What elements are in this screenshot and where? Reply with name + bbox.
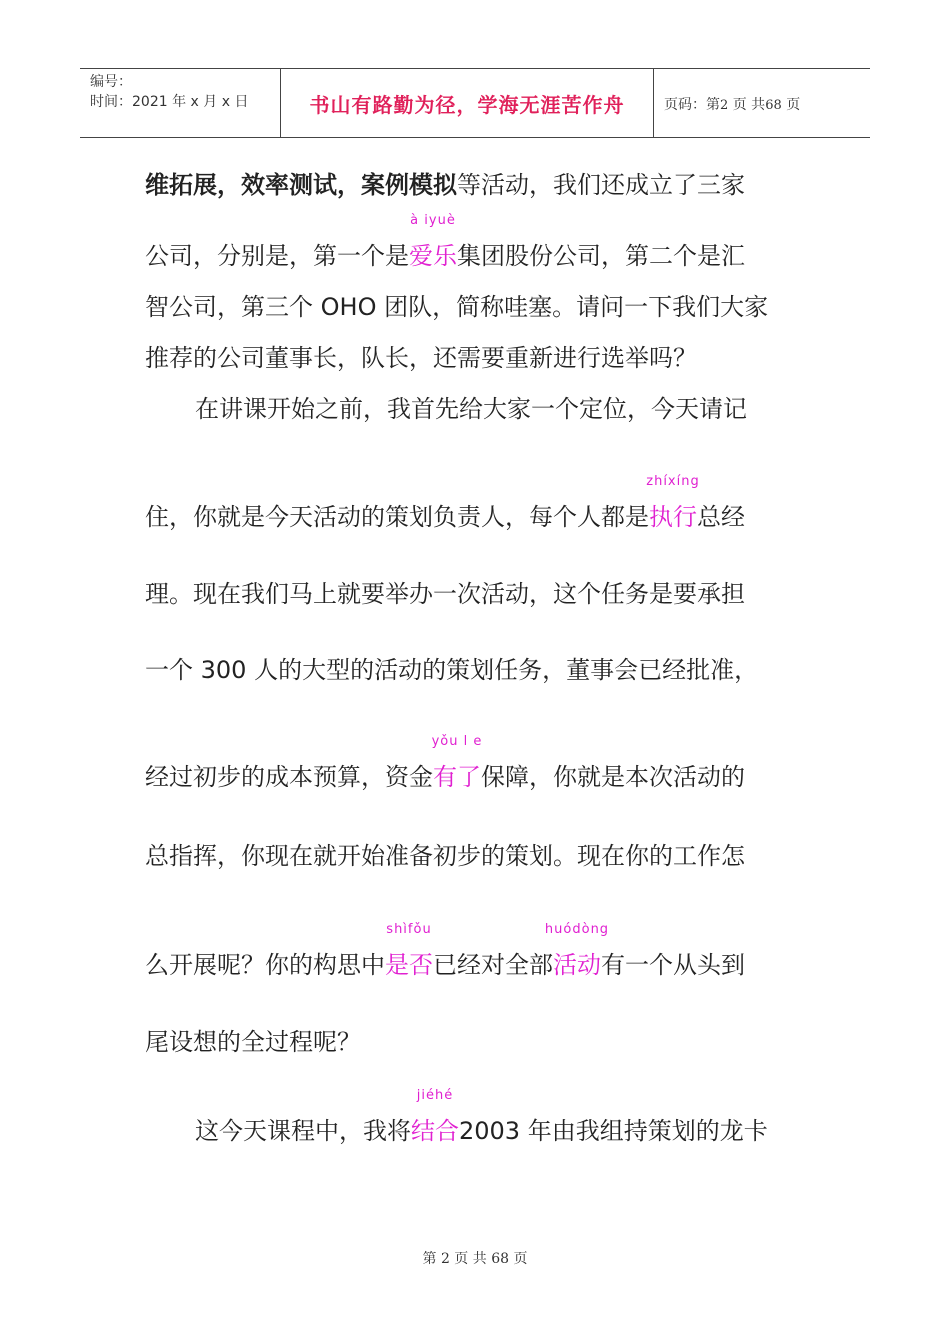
body-text: 经过初步的成本预算，资金 xyxy=(145,763,433,791)
body-line-8: 一个 300 人的大型的活动的策划任务，董事会已经批准， xyxy=(145,656,759,684)
page-prefix: 页码：第 xyxy=(664,97,720,113)
header-info-cell xyxy=(80,69,281,137)
highlighted-word xyxy=(544,922,610,980)
pinyin-annotation: shìfǒu xyxy=(386,922,432,937)
header-page-cell xyxy=(654,69,870,137)
page-suffix: 页 xyxy=(786,97,801,113)
highlighted-word xyxy=(411,1088,459,1146)
date-label: 时间：2021 年 x 月 x 日 xyxy=(90,94,249,110)
highlighted-word xyxy=(431,734,483,792)
body-text: 等活动，我们还成立了三家 xyxy=(457,171,745,199)
pinyin-annotation: jiéhé xyxy=(416,1088,454,1103)
body-text: 保障，你就是本次活动的 xyxy=(481,763,745,791)
highlight-text: 活动 xyxy=(553,951,601,979)
body-line-13 xyxy=(195,1088,768,1146)
body-text: 总经 xyxy=(697,503,745,531)
body-text: 2003 年由我组持策划的龙卡 xyxy=(459,1117,768,1145)
pinyin-annotation: huódòng xyxy=(544,922,610,937)
body-line-12: 尾设想的全过程呢？ xyxy=(145,1028,361,1056)
highlight-text: 结合 xyxy=(411,1117,459,1145)
body-line-9 xyxy=(145,734,745,792)
highlight-text: 有了 xyxy=(433,763,481,791)
body-text: 集团股份公司，第二个是汇 xyxy=(457,242,745,270)
page-total: 68 xyxy=(765,98,782,113)
pinyin-annotation: zhíxíng xyxy=(646,474,700,489)
highlight-text: 是否 xyxy=(385,951,433,979)
body-line-3: 智公司，第三个 OHO 团队，简称哇塞。请问一下我们大家 xyxy=(145,293,769,321)
body-text: 已经对全部 xyxy=(433,951,553,979)
highlighted-word xyxy=(385,922,433,980)
serial-label: 编号： xyxy=(90,74,132,90)
highlight-text: 爱乐 xyxy=(409,242,457,270)
body-line-11 xyxy=(145,922,745,980)
body-text: 这今天课程中，我将 xyxy=(195,1117,411,1145)
body-line-10: 总指挥，你现在就开始准备初步的策划。现在你的工作怎 xyxy=(145,842,745,870)
body-line-7: 理。现在我们马上就要举办一次活动，这个任务是要承担 xyxy=(145,580,745,608)
body-text: 有一个从头到 xyxy=(601,951,745,979)
highlighted-word xyxy=(409,213,457,271)
body-line-1 xyxy=(145,170,745,200)
body-line-4: 推荐的公司董事长，队长，还需要重新进行选举吗？ xyxy=(145,344,697,372)
body-text: 么开展呢？你的构思中 xyxy=(145,951,385,979)
page-indicator xyxy=(664,94,800,114)
body-text: 公司，分别是，第一个是 xyxy=(145,242,409,270)
header-motto-cell xyxy=(281,69,654,137)
page-footer: 第 2 页 共 68 页 xyxy=(422,1251,528,1267)
page-header xyxy=(80,68,870,138)
body-line-2 xyxy=(145,213,745,271)
bold-text: 维拓展，效率测试，案例模拟 xyxy=(145,171,457,199)
body-line-6 xyxy=(145,474,745,532)
page-number: 2 xyxy=(720,98,729,113)
body-text: 住，你就是今天活动的策划负责人，每个人都是 xyxy=(145,503,649,531)
motto: 书山有路勤为径，学海无涯苦作舟 xyxy=(309,93,625,117)
pinyin-annotation: à iyuè xyxy=(410,213,456,228)
highlighted-word xyxy=(646,474,700,532)
page-mid: 页 共 xyxy=(732,97,766,113)
body-line-5: 在讲课开始之前，我首先给大家一个定位，今天请记 xyxy=(195,395,747,423)
highlight-text: 执行 xyxy=(649,503,697,531)
pinyin-annotation: yǒu l e xyxy=(431,734,483,749)
